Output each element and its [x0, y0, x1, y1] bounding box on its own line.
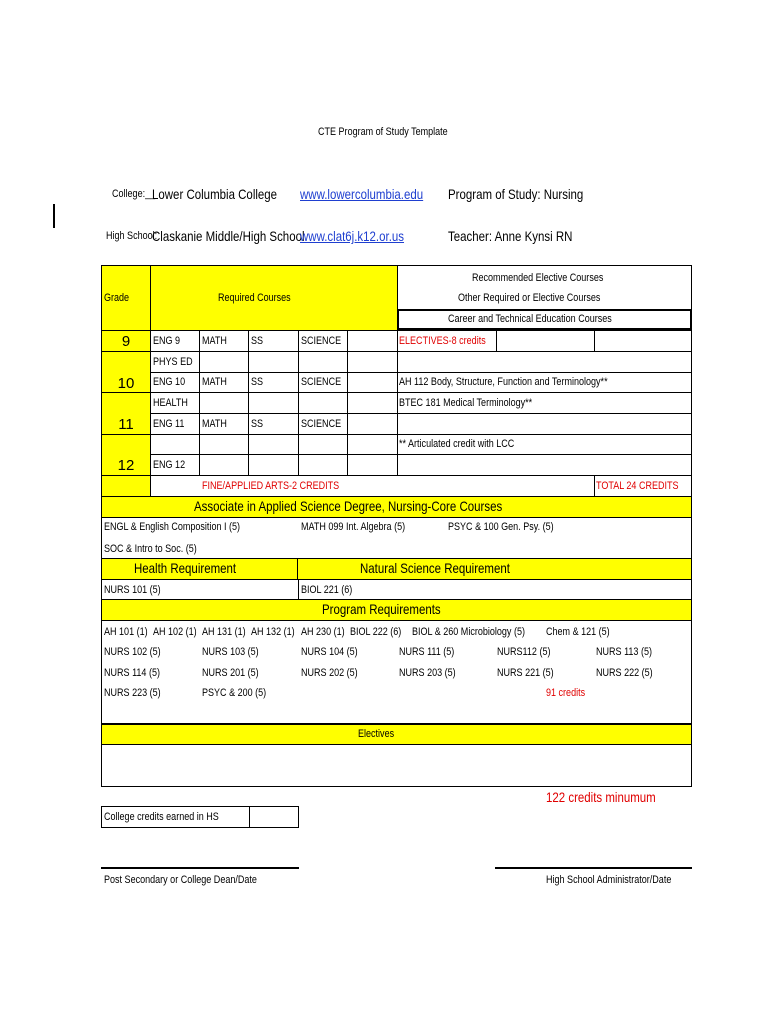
course-cell: MATH	[202, 418, 227, 430]
health-heading: Health Requirement	[134, 560, 237, 576]
program-course: AH 230 (1)	[301, 626, 345, 638]
college-name: Lower Columbia College	[152, 186, 278, 202]
course-cell: ENG 12	[153, 459, 186, 471]
high-school-url-link[interactable]: www.clat6j.k12.or.us	[300, 228, 405, 244]
signature-label-right: High School Administrator/Date	[546, 874, 672, 886]
course-cell: PHYS ED	[153, 356, 193, 368]
college-url-link[interactable]: www.lowercolumbia.edu	[300, 186, 424, 202]
program-course: NURS112 (5)	[497, 646, 551, 658]
course-cell: ENG 9	[153, 335, 181, 347]
requirements-body	[101, 579, 692, 600]
college-label: College:__	[112, 188, 156, 200]
college-credits-label: College credits earned in HS	[104, 811, 219, 823]
grade-header: Grade	[104, 292, 130, 304]
program-course: NURS 104 (5)	[301, 646, 358, 658]
course-cell: SS	[251, 418, 264, 430]
program-credits: 91 credits	[546, 687, 586, 699]
grade-11: 11	[118, 416, 134, 433]
page-title: CTE Program of Study Template	[318, 126, 448, 138]
program-course: AH 101 (1)	[104, 626, 148, 638]
btec-course: BTEC 181 Medical Terminology**	[399, 397, 533, 409]
minimum-credits: 122 credits minumum	[546, 789, 656, 805]
signature-label-left: Post Secondary or College Dean/Date	[104, 874, 257, 886]
health-course: NURS 101 (5)	[104, 584, 161, 596]
program-heading: Program Requirements	[322, 601, 441, 617]
natsci-course: BIOL 221 (6)	[301, 584, 353, 596]
margin-mark	[53, 204, 55, 228]
program-course: NURS 203 (5)	[399, 667, 456, 679]
electives-body	[101, 744, 692, 787]
aas-course: SOC & Intro to Soc. (5)	[104, 543, 197, 555]
program-course: AH 102 (1)	[153, 626, 197, 638]
program-course: BIOL & 260 Microbiology (5)	[412, 626, 525, 638]
teacher-name: Teacher: Anne Kynsi RN	[448, 228, 573, 244]
grade-9: 9	[121, 333, 131, 350]
program-course: Chem & 121 (5)	[546, 626, 610, 638]
cte-courses-header: Career and Technical Education Courses	[448, 313, 612, 325]
aas-course: MATH 099 Int. Algebra (5)	[301, 521, 406, 533]
ah112-course: AH 112 Body, Structure, Function and Terminology**	[399, 376, 608, 388]
required-courses-header: Required Courses	[218, 292, 291, 304]
articulated-note: ** Articulated credit with LCC	[399, 438, 515, 450]
program-course: AH 132 (1)	[251, 626, 295, 638]
aas-course: PSYC & 100 Gen. Psy. (5)	[448, 521, 554, 533]
course-cell: SCIENCE	[301, 376, 342, 388]
program-course: NURS 114 (5)	[104, 667, 160, 679]
course-cell: SS	[251, 335, 264, 347]
program-course: NURS 201 (5)	[202, 667, 259, 679]
signature-line-left	[101, 867, 299, 869]
program-course: NURS 103 (5)	[202, 646, 259, 658]
aas-heading: Associate in Applied Science Degree, Nursing-Core Courses	[194, 498, 503, 514]
course-cell: MATH	[202, 335, 227, 347]
other-electives-header: Other Required or Elective Courses	[458, 292, 601, 304]
program-course: PSYC & 200 (5)	[202, 687, 267, 699]
program-course: NURS 102 (5)	[104, 646, 161, 658]
program-course: BIOL 222 (6)	[350, 626, 402, 638]
course-cell: SCIENCE	[301, 418, 342, 430]
program-of-study: Program of Study: Nursing	[448, 186, 584, 202]
course-cell: ENG 11	[153, 418, 185, 430]
aas-course: ENGL & English Composition I (5)	[104, 521, 241, 533]
program-course: NURS 221 (5)	[497, 667, 554, 679]
electives-heading: Electives	[358, 728, 395, 740]
recommended-electives-header: Recommended Elective Courses	[472, 272, 604, 284]
program-course: NURS 223 (5)	[104, 687, 161, 699]
electives-credits: ELECTIVES-8 credits	[399, 335, 486, 347]
program-course: AH 131 (1)	[202, 626, 246, 638]
electives-heading-bar	[101, 724, 692, 745]
program-course: NURS 202 (5)	[301, 667, 358, 679]
natsci-heading: Natural Science Requirement	[360, 560, 510, 576]
program-course: NURS 222 (5)	[596, 667, 653, 679]
program-course: NURS 113 (5)	[596, 646, 652, 658]
course-cell: SCIENCE	[301, 335, 342, 347]
course-cell: MATH	[202, 376, 227, 388]
course-cell: ENG 10	[153, 376, 186, 388]
grade-12: 12	[117, 457, 135, 474]
signature-line-right	[495, 867, 692, 869]
total-credits: TOTAL 24 CREDITS	[596, 480, 679, 492]
grade-10: 10	[117, 375, 135, 392]
high-school-label: High School:	[106, 230, 158, 242]
course-cell: SS	[251, 376, 264, 388]
program-course: NURS 111 (5)	[399, 646, 455, 658]
course-cell: HEALTH	[153, 397, 188, 409]
high-school-name: Claskanie Middle/High School	[152, 228, 305, 244]
fine-arts-credits: FINE/APPLIED ARTS-2 CREDITS	[202, 480, 340, 492]
